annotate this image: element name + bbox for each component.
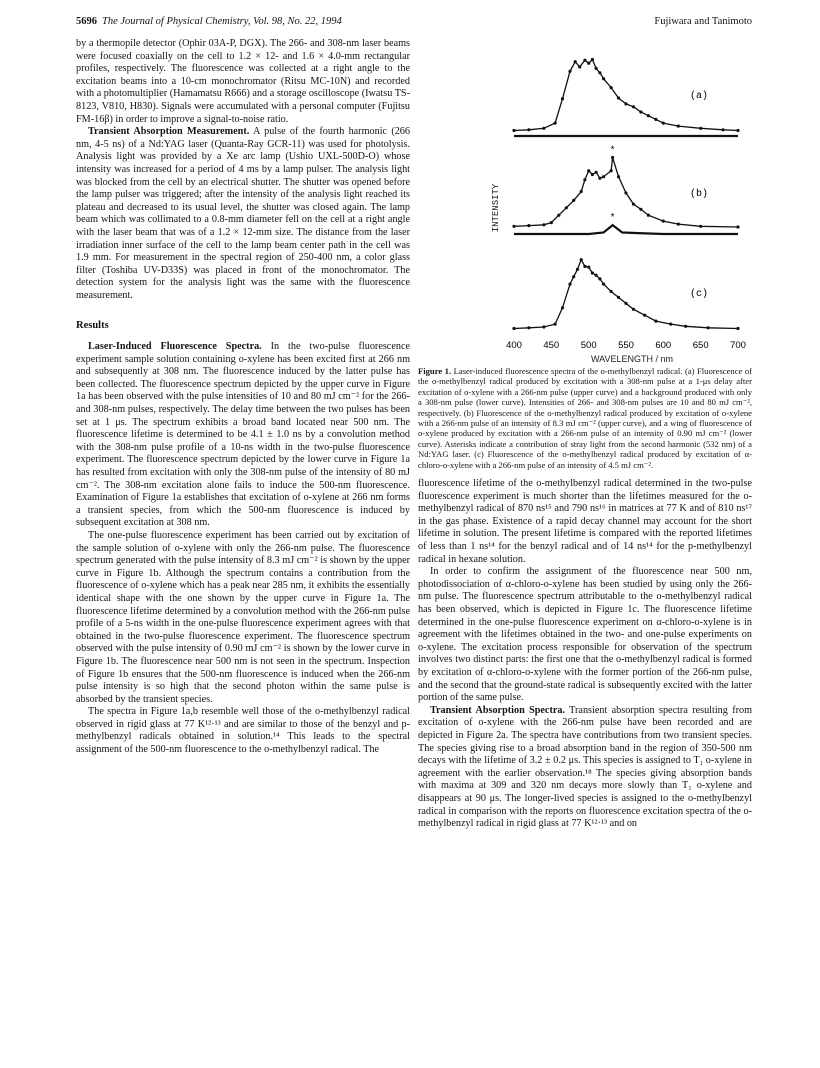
data-point	[699, 225, 702, 228]
data-point	[527, 224, 530, 227]
data-point	[610, 169, 613, 172]
panel-label: (a)	[690, 91, 709, 102]
data-point	[632, 308, 635, 311]
x-tick-label: 450	[543, 340, 560, 351]
caption-text: Laser-induced fluorescence spectra of the o-methylbenzyl radical. (a) Fluorescence of the o-methylbenzyl radical produced by excitation with a 308-nm pulse at a 1-μs delay after excitation of o-xylene with a 266-nm pulse (upper curve) and a background produced with only a 308-nm pulse (lower curve). Intensities of 266- and 308-nm pulses are 10 and 80 mJ cm⁻², respectively. (b) Fluorescence of the o-methylbenzyl radical produced by excitation of o-xylene with a 266-nm pulse of an intensity of 8.3 mJ cm⁻² (upper curve), and a wing of fluorescence of o-xylene produced by excitation with a 266-nm pulse of an intensity of 0.90 mJ cm⁻² (lower curve). Asterisks indicate a contribution of stray light from the second harmonic (532 nm) of a Nd:YAG laser. (c) Fluorescence of the o-methylbenzyl radical produced by excitation of α-chloro-o-xylene with a 266-nm pulse of an intensity of 4.5 mJ cm⁻².	[418, 366, 752, 470]
paragraph-heading: Laser-Induced Fluorescence Spectra.	[88, 341, 262, 353]
asterisk-marker: *	[610, 212, 615, 224]
data-point	[527, 128, 530, 131]
data-point	[602, 175, 605, 178]
panel-label: (c)	[690, 289, 709, 300]
data-point	[677, 125, 680, 128]
data-point	[512, 225, 515, 228]
data-point	[550, 221, 553, 224]
data-point	[557, 214, 560, 217]
data-point	[624, 302, 627, 305]
data-point	[610, 86, 613, 89]
data-point	[639, 110, 642, 113]
data-point	[583, 265, 586, 268]
data-point	[624, 191, 627, 194]
data-point	[617, 296, 620, 299]
data-point	[580, 190, 583, 193]
paragraph: In order to confirm the assignment of the fluorescence near 500 nm, photodissociation of α-chloro-o-xylene has been studied by using only the 266-nm pulse. The fluorescence spectrum attributable to the o-methylbenzyl radical has been observed, which is depicted in Figure 1c. The fluorescence lifetime determined in the one-pulse fluorescence experiment on α-chloro-o-xylene is in agreement with the lifetimes obtained in the two- and one-pulse experiments on o-xylene. The excitation process responsible for observation of the spectrum involves two distinct parts: the first one that the o-methylbenzyl radical is formed by excitation of α-chloro-o-xylene with the former portion of the 266-nm pulse, and the second that the ground-state radical is subsequently excited with the latter portion of the same pulse.	[418, 566, 752, 704]
data-point	[542, 127, 545, 130]
data-point	[587, 266, 590, 269]
data-point	[568, 70, 571, 73]
data-point	[595, 274, 598, 277]
paragraph-text: A pulse of the fourth harmonic (266 nm, 4-5 ns) of a Nd:YAG laser (Quanta-Ray GCR-11) was used for photolysis. Analysis light was provided by a Xe arc lamp (Ushio UXL-500D-O) whose intensity was increased for a period of 4 ms by a lamp pulser. The analysis light was blocked from the cell by an electrical shutter. The shutter was opened before the lamp pulser was triggered; after the intensity of the analysis light reached its plateau and decreased to its usual level, the shutter was closed again. The lamp beam which was collimated to a 0.8-mm diameter fell on the cell at a right angle with the laser beam that was of a 1.2 × 12-mm size. The distance from the laser irradiation inner surface of the cell to the lamp beam center path in the cell was 1.9 mm. For measurement in the spectral region of 250-400 nm, a color glass filter (Toshiba UV-D33S) was placed in front of the monochromator. The detection system for the analysis light was the same with the fluorescence measurement.	[76, 126, 410, 301]
page-header	[76, 14, 752, 32]
data-point	[512, 129, 515, 132]
data-point	[736, 129, 739, 132]
section-title: Results	[76, 320, 109, 332]
data-point	[722, 128, 725, 131]
paragraph: The one-pulse fluorescence experiment has been carried out by excitation of the sample solution of o-xylene with only the 266-nm pulse. The fluorescence spectrum generated with the pulse intensity of 8.3 mJ cm⁻² is shown by the upper curve in Figure 1b. Although the spectrum contains a contribution from the fluorescence of o-xylene which has a peak near 285 nm, it exhibits the essentially identical shape with the one shown by the upper curve in Figure 1a. The fluorescence lifetime determined by a convolution method with the 266-nm pulse profile of a 5-ns width in the one-pulse fluorescence experiment agrees with that obtained in the two-pulse fluorescence experiment. The fluorescence spectrum observed with the pulse intensity of 0.90 mJ cm⁻² is shown by the lower curve in Figure 1b. The fluorescence near 500 nm is not seen in the spectrum. Inspection of Figure 1b ensures that the 500-nm fluorescence is induced when the 266-nm pulse intensity is so high that the second photon within the same pulse is absorbed by the transient species.	[76, 529, 410, 705]
data-point	[639, 208, 642, 211]
data-point	[662, 122, 665, 125]
data-point	[707, 326, 710, 329]
panel-label: (b)	[690, 189, 709, 200]
data-point	[595, 67, 598, 70]
data-point	[598, 177, 601, 180]
data-point	[587, 62, 590, 65]
data-point	[632, 203, 635, 206]
data-point	[669, 323, 672, 326]
x-tick-labels	[506, 340, 746, 351]
x-tick-label: 700	[730, 340, 746, 351]
data-point	[572, 199, 575, 202]
paragraph-transient-measurement	[76, 126, 410, 302]
data-point	[643, 314, 646, 317]
paragraph-heading: Transient Absorption Measurement.	[88, 126, 250, 138]
data-point	[568, 283, 571, 286]
data-point	[662, 220, 665, 223]
data-point	[576, 268, 579, 271]
data-point	[554, 122, 557, 125]
data-point	[595, 171, 598, 174]
paragraph: by a thermopile detector (Ophir 03A-P, DGX). The 266- and 308-nm laser beams were focused coaxially on the cell to 1.2 × 12- and 1.6 × 4.0-mm rectangular profiles, respectively. The fluorescence was collected at a right angle to the excitation beams into a 10-cm monochromator (Ritsu MC-10N) and recorded with a photomultiplier (Hamamatsu R666) and a storage oscilloscope (Iwatsu TS-8123, V810, H830). Signals were accumulated with a personal computer (Fujitsu FM-16β) in order to improve a signal-to-noise ratio.	[76, 38, 410, 125]
data-point	[583, 59, 586, 62]
journal-title: The Journal of Physical Chemistry, Vol. 98, No. 22, 1994	[102, 16, 342, 27]
data-point	[610, 290, 613, 293]
data-point	[602, 77, 605, 80]
paragraph: fluorescence lifetime of the o-methylbenzyl radical determined in the two-pulse fluorescence experiment is much shorter than the lifetimes measured for the o-methylbenzyl radical of 870 ns¹⁵ and 790 ns¹⁶ in matrices at 77 K and of 810 ns¹⁷ in the gas phase. Existence of a rapid decay channel may account for the short lifetime in solution. The present lifetime is compared with the reported lifetimes of less than 1 ns¹⁴ for the benzyl radical and of 14 ns¹⁴ for the p-methylbenzyl radical in hexane solution.	[418, 478, 752, 565]
paragraph-lif-spectra	[76, 341, 410, 530]
right-column	[418, 38, 752, 831]
data-point	[580, 258, 583, 261]
data-point	[542, 325, 545, 328]
asterisk-marker: *	[610, 144, 615, 156]
data-point	[578, 65, 581, 68]
data-point	[512, 327, 515, 330]
x-tick-label: 400	[506, 340, 522, 351]
y-axis-label: INTENSITY	[491, 183, 501, 233]
figure-1-chart	[418, 38, 752, 364]
data-point	[736, 327, 739, 330]
data-point	[587, 169, 590, 172]
left-column	[76, 38, 410, 757]
data-point	[632, 105, 635, 108]
data-point	[736, 225, 739, 228]
x-tick-label: 650	[692, 340, 709, 351]
data-point	[602, 283, 605, 286]
data-point	[617, 96, 620, 99]
data-point	[561, 306, 564, 309]
figure-caption	[418, 366, 752, 470]
figure-1	[418, 38, 752, 364]
data-point	[598, 71, 601, 74]
data-point	[624, 102, 627, 105]
data-point	[554, 323, 557, 326]
data-point	[542, 223, 545, 226]
panel-c	[512, 258, 739, 330]
panel-b	[512, 145, 739, 235]
page-number: 5696	[76, 16, 97, 27]
data-point	[565, 206, 568, 209]
paragraph-text: Transient absorption spectra resulting from excitation of o-xylene with the 266-nm pulse have been recorded and are depicted in Figure 2a. The spectra have contributions from two transient species. The species giving rise to a broad absorption band in the region of 350-500 nm decays with the lifetime of 3.2 ± 0.2 μs. This species is assigned to T₁ o-xylene in agreement with the earlier observation.¹⁸ The species giving absorption bands with maxima at 309 and 320 nm decays more slowly than T₁ o-xylene and disappears at 90 μs. The longer-lived species is assigned to the o-methylbenzyl radical in comparison with the reports on fluorescence excitation spectra of the o-methylbenzyl radical in rigid glass at 77 K¹²·¹³ and on	[418, 704, 752, 830]
data-point	[611, 156, 614, 159]
data-point	[583, 178, 586, 181]
data-point	[527, 326, 530, 329]
paragraph-heading: Transient Absorption Spectra.	[430, 704, 566, 716]
right-body	[418, 478, 752, 831]
header-authors: Fujiwara and Tanimoto	[654, 16, 752, 27]
data-point	[647, 114, 650, 117]
caption-label: Figure 1.	[418, 366, 452, 376]
data-point	[654, 320, 657, 323]
data-point	[572, 275, 575, 278]
data-point	[677, 223, 680, 226]
x-tick-label: 500	[580, 340, 597, 351]
data-point	[647, 214, 650, 217]
panel-a	[512, 58, 739, 136]
x-axis-label: WAVELENGTH / nm	[590, 354, 674, 364]
paragraph-text: In the two-pulse fluorescence experiment sample solution containing o-xylene has been excited first at 266 nm and subsequently at 308 nm. The fluorescence induced by the latter pulse has been collected. The fluorescence spectrum depicted by the upper curve in Figure 1a has been observed with the pulse intensities of 10 and 80 mJ cm⁻² for the 266- and 308-nm pulses, respectively. The delay time between the two pulses has been set at 1 μs. The spectrum exhibits a broad band located near 500 nm. The fluorescence lifetime is determined to be 4.1 ± 1.0 ns by a convolution method with the 308-nm pulse profile of a 10-ns width in the two-pulse fluorescence experiment. The fluorescence spectrum depicted by the lower curve in Figure 1a has resulted from excitation with only the 308-nm pulse of the intensity of 80 mJ cm⁻². The 308-nm excitation alone fails to induce the 500-nm fluorescence. Examination of Figure 1a establishes that excitation of o-xylene at 266 nm forms a transient species, from which the 500-nm fluorescence is induced by subsequent excitation at 308 nm.	[76, 341, 410, 529]
data-point	[591, 173, 594, 176]
x-tick-label: 600	[655, 340, 672, 351]
data-point	[617, 175, 620, 178]
data-point	[574, 60, 577, 63]
data-point	[591, 271, 594, 274]
data-point	[561, 97, 564, 100]
paragraph: The spectra in Figure 1a,b resemble well those of the o-methylbenzyl radical observed in rigid glass at 77 K¹²·¹³ and are similar to those of the benzyl and p-methylbenzyl radicals obtained in solution.¹⁴ This leads to the spectral assignment of the 500-nm fluorescence to the o-methylbenzyl radical. The	[76, 706, 410, 756]
data-point	[654, 118, 657, 121]
data-point	[591, 58, 594, 61]
data-point	[684, 325, 687, 328]
figure-panels	[512, 58, 739, 330]
data-point	[598, 277, 601, 280]
paragraph-transient-spectra	[418, 705, 752, 831]
data-point	[699, 127, 702, 130]
x-tick-label: 550	[618, 340, 634, 351]
header-left	[76, 16, 342, 27]
